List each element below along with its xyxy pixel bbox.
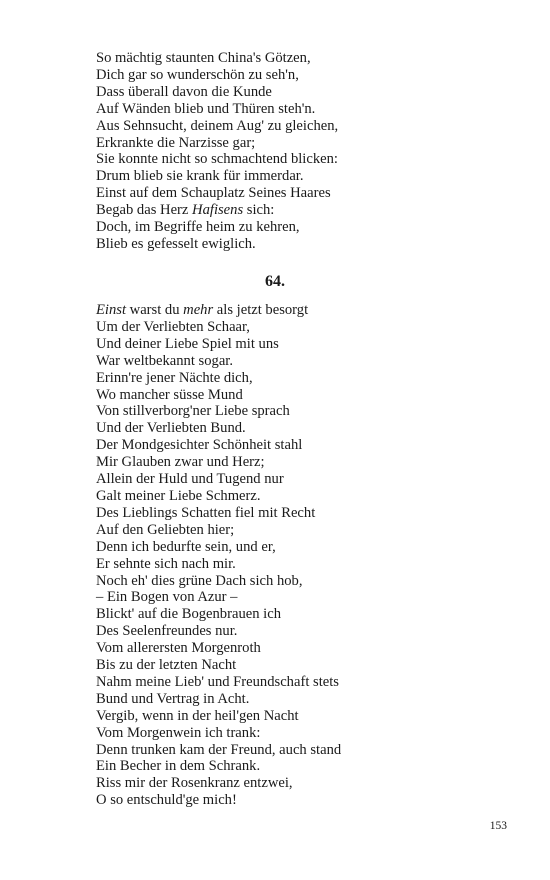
poem-line: Galt meiner Liebe Schmerz.: [96, 487, 261, 504]
poem-line: Drum blieb sie krank für immerdar.: [96, 168, 304, 185]
poem-line: Um der Verliebten Schaar,: [96, 318, 250, 335]
poem-line: Mir Glauben zwar und Herz;: [96, 454, 265, 471]
poem-line: Noch eh' dies grüne Dach sich hob,: [96, 572, 303, 589]
poem-line: Dass überall davon die Kunde: [96, 83, 272, 100]
line-segment: Begab das Herz: [96, 202, 193, 219]
poem-line: Erinn're jener Nächte dich,: [96, 369, 253, 386]
poem-line: Auf Wänden blieb und Thüren steh'n.: [96, 100, 316, 117]
poem-line: Des Seelenfreundes nur.: [96, 623, 238, 640]
poem-line: Bis zu der letzten Nacht: [96, 657, 237, 674]
line-segment: als jetzt besorgt: [213, 302, 309, 318]
poem-line: Nahm meine Lieb' und Freundschaft stets: [96, 673, 339, 690]
poem-line: Bund und Vertrag in Acht.: [96, 690, 250, 707]
poem-line: [96, 202, 338, 219]
poem-line: Vom Morgenwein ich trank:: [96, 724, 261, 741]
italic-segment: mehr: [183, 302, 214, 318]
poem-line: Blieb es gefesselt ewiglich.: [96, 235, 256, 252]
poem-line: Riss mir der Rosenkranz entzwei,: [96, 775, 293, 792]
poem-line: Und der Verliebten Bund.: [96, 420, 246, 437]
poem-line: Allein der Huld und Tugend nur: [96, 471, 284, 488]
poem-line: Aus Sehnsucht, deinem Aug' zu gleichen,: [96, 117, 339, 134]
page-number: 153: [489, 820, 507, 832]
poem-line: Auf den Geliebten hier;: [96, 521, 235, 538]
poem-line: O so entschuld'ge mich!: [96, 792, 237, 809]
poem-line: Vergib, wenn in der heil'gen Nacht: [96, 707, 299, 724]
poem-line: War weltbekannt sogar.: [96, 352, 234, 369]
poem-line: Wo mancher süsse Mund: [96, 386, 243, 403]
poem-line: Blickt' auf die Bogenbrauen ich: [96, 606, 281, 623]
italic-segment: Hafisens: [192, 202, 244, 219]
poem-line: Denn ich bedurfte sein, und er,: [96, 538, 276, 555]
stanza-continued: [96, 50, 338, 253]
poem-number: 64.: [265, 273, 285, 290]
poem-line: Dich gar so wunderschön zu seh'n,: [96, 66, 299, 83]
poem-line: Erkrankte die Narzisse gar;: [96, 134, 256, 151]
poem-line: Denn trunken kam der Freund, auch stand: [96, 741, 342, 758]
poem-line: [96, 302, 341, 319]
poem-line: Der Mondgesichter Schönheit stahl: [96, 437, 303, 454]
line-segment: warst du: [126, 302, 184, 318]
poem-line: Einst auf dem Schauplatz Seines Haares: [96, 185, 331, 202]
poem-line: Des Lieblings Schatten fiel mit Recht: [96, 504, 316, 521]
poem-line: Von stillverborg'ner Liebe sprach: [96, 403, 290, 420]
line-segment: sich:: [243, 202, 275, 219]
poem-line: Vom allerersten Morgenroth: [96, 640, 261, 657]
poem-line: – Ein Bogen von Azur –: [96, 589, 238, 606]
poem-line: Ein Becher in dem Schrank.: [96, 758, 261, 775]
poem-line: Er sehnte sich nach mir.: [96, 555, 236, 572]
poem-line: Sie konnte nicht so schmachtend blicken:: [96, 151, 338, 168]
italic-segment: Einst: [96, 302, 126, 318]
poem-line: Doch, im Begriffe heim zu kehren,: [96, 219, 300, 236]
poem-64-stanza: [96, 302, 341, 809]
poem-line: So mächtig staunten China's Götzen,: [96, 50, 311, 66]
poem-line: Und deiner Liebe Spiel mit uns: [96, 335, 279, 352]
